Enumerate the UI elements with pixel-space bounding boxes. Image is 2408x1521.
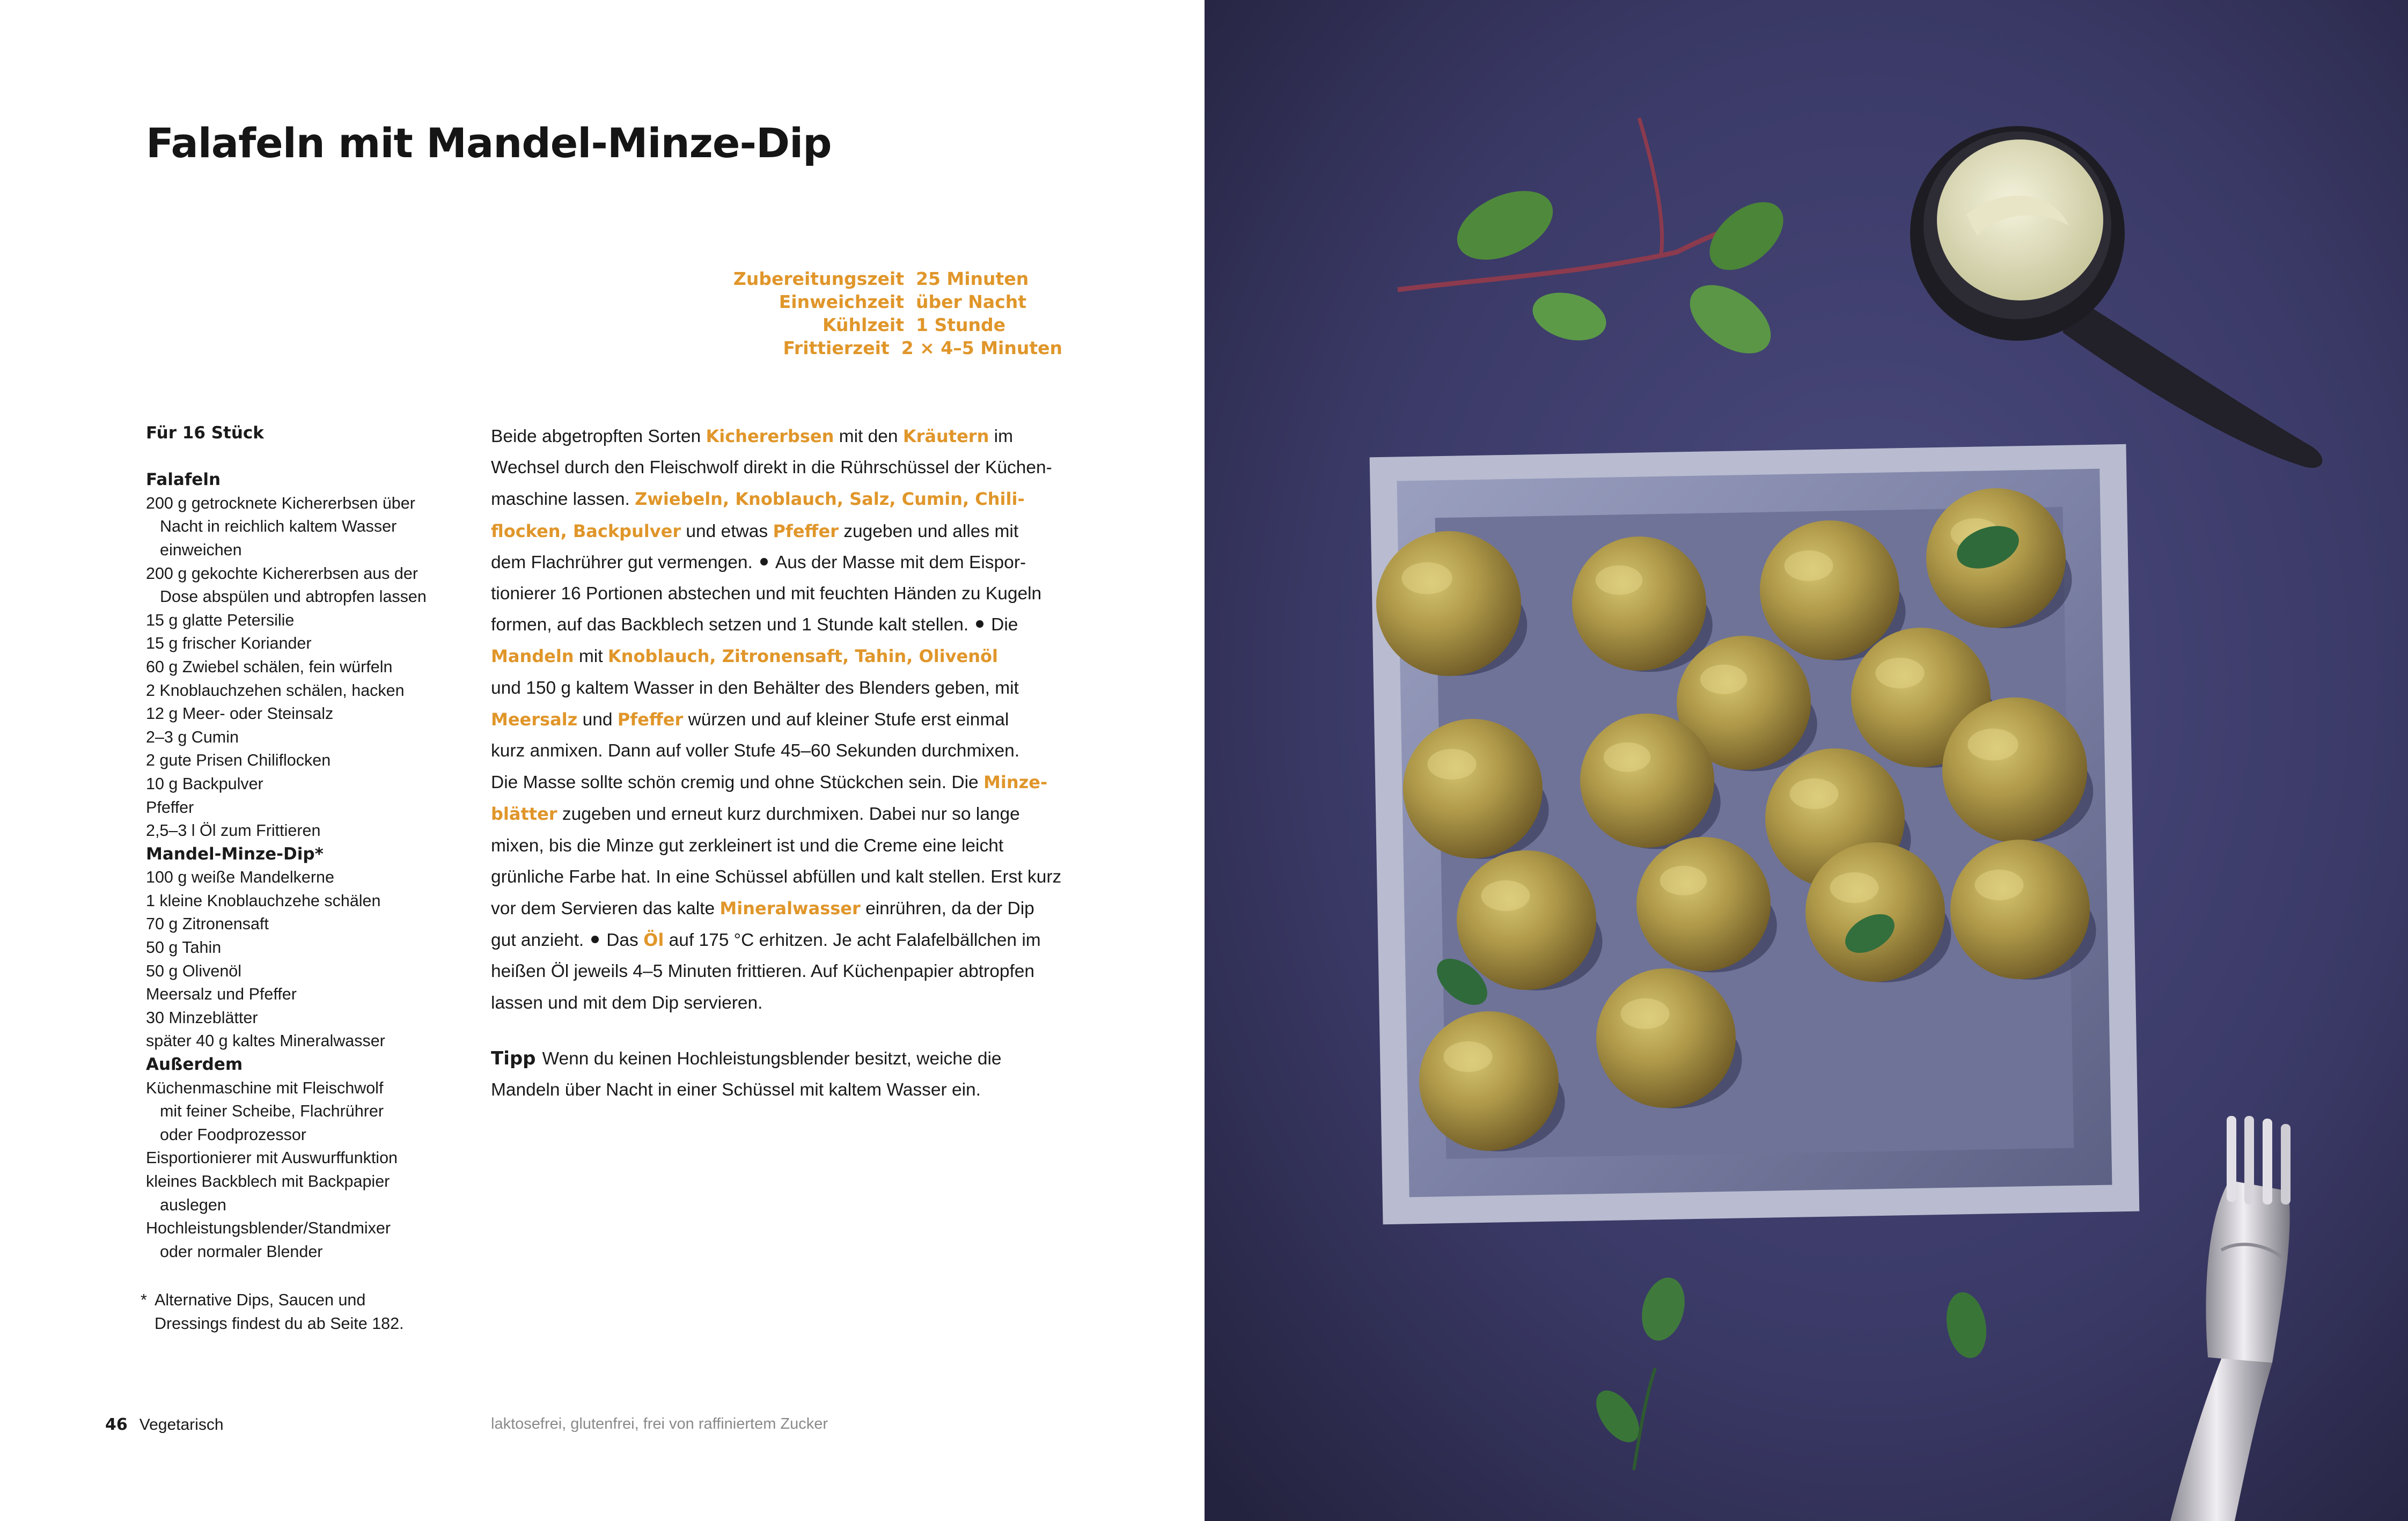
method-text-segment: dem Flachrührer gut vermengen. <box>491 552 753 572</box>
ingredient-line: 200 g getrocknete Kichererbsen über <box>146 494 415 512</box>
time-row-frying <box>698 337 1062 361</box>
method-text-segment: auf 175 °C erhitzen. Je acht Falafelbällchen im <box>664 930 1041 951</box>
falafeln-heading: Falafeln <box>146 470 221 490</box>
highlighted-ingredient: Knoblauch, Zitronensaft, Tahin, Olivenöl <box>607 646 998 667</box>
yield-heading: Für 16 Stück <box>146 423 264 443</box>
step-bullet-icon <box>976 620 983 628</box>
falafel-ball <box>1403 719 1543 858</box>
ingredient-item <box>146 1077 479 1147</box>
falafel-highlight <box>1700 665 1748 694</box>
footnote-line: Dressings findest du ab Seite 182. <box>155 1314 404 1333</box>
ingredient-item <box>146 1170 479 1217</box>
method-line <box>491 578 1060 609</box>
method-line <box>491 452 1060 483</box>
ingredient-line: 1 kleine Knoblauchzehe schälen <box>146 891 381 910</box>
ingredient-item <box>146 983 479 1006</box>
highlighted-ingredient: flocken, Backpulver <box>491 520 681 541</box>
method-line <box>491 609 1060 641</box>
ingredient-continuation: einweichen <box>160 540 242 559</box>
page-number: 46 <box>105 1415 128 1434</box>
method-line <box>491 862 1060 893</box>
falafel-highlight <box>1830 872 1879 903</box>
ingredient-line: 50 g Tahin <box>146 938 222 957</box>
ingredient-item <box>146 726 479 750</box>
time-row-preparation <box>698 268 1062 291</box>
method-line <box>491 767 1060 798</box>
method-text-segment: und etwas <box>681 521 773 541</box>
time-row-soaking <box>698 291 1062 314</box>
time-label: Einweichzeit <box>779 291 904 312</box>
highlighted-ingredient: Zwiebeln, Knoblauch, Salz, Cumin, Chili- <box>635 489 1025 510</box>
ingredient-item <box>146 679 479 703</box>
diet-note: laktosefrei, glutenfrei, frei von raffiniertem Zucker <box>491 1415 828 1432</box>
ingredient-item <box>146 936 479 960</box>
method-text-segment: Beide abgetropften Sorten <box>491 427 706 446</box>
ingredient-line: Pfeffer <box>146 798 194 817</box>
ingredient-item <box>146 866 479 890</box>
ingredient-line: 15 g frischer Koriander <box>146 634 312 653</box>
highlighted-ingredient: Meersalz <box>491 709 578 730</box>
falafel-highlight <box>1967 729 2018 760</box>
highlighted-ingredient: Minze- <box>983 772 1048 793</box>
method-line <box>491 956 1060 987</box>
method-line <box>491 516 1060 547</box>
ingredient-line: 2 Knoblauchzehen schälen, hacken <box>146 681 405 700</box>
falafel-highlight <box>1481 880 1530 911</box>
time-value: 25 Minuten <box>916 268 1029 289</box>
method-text-segment: tionierer 16 Portionen abstechen und mit feuchten Händen zu Kugeln <box>491 584 1042 604</box>
method-text-segment: Das <box>606 930 644 951</box>
method-text-segment: zugeben und alles mit <box>838 521 1019 541</box>
falafel-ball <box>1636 837 1771 971</box>
falafel-highlight <box>1596 565 1643 595</box>
ingredient-item <box>146 656 479 679</box>
ingredient-continuation: oder normaler Blender <box>160 1242 323 1261</box>
ingredient-line: 60 g Zwiebel schälen, fein würfeln <box>146 657 393 676</box>
method-text-segment: formen, auf das Backblech setzen und 1 Stunde kalt stellen. <box>491 615 969 635</box>
ingredient-continuation: Nacht in reichlich kaltem Wasser <box>160 517 397 536</box>
highlighted-ingredient: Pfeffer <box>617 709 684 730</box>
dip-heading: Mandel-Minze-Dip* <box>146 844 324 864</box>
ingredient-line: Eisportionierer mit Auswurffunktion <box>146 1149 398 1167</box>
method-line <box>491 673 1060 704</box>
method-line <box>491 893 1060 924</box>
ingredient-item <box>146 492 479 562</box>
highlighted-ingredient: blätter <box>491 804 557 825</box>
ingredient-continuation: mit feiner Scheibe, Flachrührer <box>160 1102 384 1121</box>
method-text-segment: mixen, bis die Minze gut zerkleinert ist und die Creme eine leicht <box>491 835 1004 856</box>
method-text-segment: mit <box>574 646 608 667</box>
highlighted-ingredient: Mandeln <box>491 646 574 667</box>
time-label: Zubereitungszeit <box>733 268 904 289</box>
falafel-ball <box>1760 520 1899 660</box>
tip-line: Mandeln über Nacht in einer Schüssel mit kaltem Wasser ein. <box>491 1080 981 1100</box>
ingredient-item <box>146 1147 479 1170</box>
ingredient-item <box>146 819 479 843</box>
tip-box <box>491 1043 1060 1106</box>
falafel-ball <box>1572 537 1706 671</box>
time-value: über Nacht <box>916 291 1026 312</box>
ingredient-item <box>146 773 479 796</box>
method-text-segment: maschine lassen. <box>491 489 635 510</box>
ingredient-line: 12 g Meer- oder Steinsalz <box>146 704 334 723</box>
ingredient-item <box>146 609 479 633</box>
ingredient-line: 15 g glatte Petersilie <box>146 611 295 629</box>
equipment-list <box>146 1077 479 1264</box>
highlighted-ingredient: Kräutern <box>902 426 989 446</box>
falafel-ball <box>1950 840 2090 979</box>
ingredient-line: 30 Minzeblätter <box>146 1008 258 1027</box>
highlighted-ingredient: Öl <box>643 930 664 951</box>
falafel-ball <box>1457 850 1596 990</box>
method-text-segment: und <box>577 709 618 730</box>
equipment-heading: Außerdem <box>146 1055 243 1075</box>
falafel-highlight <box>1604 743 1651 772</box>
method-text-segment: lassen und mit dem Dip servieren. <box>491 993 763 1013</box>
method-text-segment: Wechsel durch den Fleischwolf direkt in die Rührschüssel der Küchen- <box>491 458 1052 478</box>
highlighted-ingredient: Pfeffer <box>773 520 839 541</box>
method-text-segment: und 150 g kaltem Wasser in den Behälter des Blenders geben, mit <box>491 678 1019 698</box>
ingredient-item <box>146 913 479 936</box>
ingredient-item <box>146 1217 479 1263</box>
falafel-highlight <box>1401 562 1452 594</box>
method-text <box>491 421 1060 1019</box>
falafel-highlight <box>1785 550 1833 581</box>
ingredient-line: 200 g gekochte Kichererbsen aus der <box>146 564 418 583</box>
method-line <box>491 483 1060 515</box>
method-text-segment: heißen Öl jeweils 4–5 Minuten frittieren. Auf Küchenpapier abtropfen <box>491 961 1035 982</box>
time-row-cooling <box>698 314 1062 337</box>
recipe-title: Falafeln mit Mandel-Minze-Dip <box>146 119 832 167</box>
ingredient-item <box>146 890 479 913</box>
falafel-ball <box>1596 968 1736 1108</box>
ingredient-continuation: Dose abspülen und abtropfen lassen <box>160 587 427 606</box>
falafel-highlight <box>1790 778 1839 809</box>
ingredient-item <box>146 562 479 609</box>
ingredient-line: Meersalz und Pfeffer <box>146 985 297 1004</box>
ingredient-line: 100 g weiße Mandelkerne <box>146 868 334 887</box>
falafel-highlight <box>1621 998 1670 1029</box>
falafel-ball <box>1942 697 2087 842</box>
falafel-ball <box>1376 531 1521 676</box>
tip-line <box>491 1043 1060 1075</box>
method-text-segment: zugeben und erneut kurz durchmixen. Dabei nur so lange <box>557 804 1020 825</box>
method-text-segment: gut anzieht. <box>491 930 584 951</box>
falafel-ball <box>1419 1011 1559 1151</box>
method-line <box>491 641 1060 672</box>
time-value: 2 × 4–5 Minuten <box>901 337 1062 358</box>
method-text-segment: kurz anmixen. Dann auf voller Stufe 45–60 Sekunden durchmixen. <box>491 741 1020 761</box>
falafel-highlight <box>1428 749 1477 780</box>
ingredient-line: 50 g Olivenöl <box>146 961 242 980</box>
ingredient-continuation: oder Foodprozessor <box>160 1125 306 1144</box>
method-line <box>491 736 1060 767</box>
ingredient-line: 2–3 g Cumin <box>146 728 239 746</box>
time-value: 1 Stunde <box>916 314 1005 335</box>
highlighted-ingredient: Mineralwasser <box>720 898 861 919</box>
falafel-ball <box>1580 714 1714 848</box>
method-text-segment: einrühren, da der Dip <box>860 899 1034 919</box>
time-label: Frittierzeit <box>783 337 890 358</box>
method-text-segment: Die <box>991 615 1018 635</box>
ingredient-line: Küchenmaschine mit Fleischwolf <box>146 1078 384 1097</box>
time-label: Kühlzeit <box>823 314 904 335</box>
falafel-ball <box>1805 842 1945 982</box>
footnote-line: Alternative Dips, Saucen und <box>155 1291 366 1309</box>
photo-illustration <box>1205 0 2408 1521</box>
ingredient-continuation: auslegen <box>160 1195 226 1214</box>
method-text-segment: Aus der Masse mit dem Eispor- <box>775 552 1026 572</box>
time-table <box>698 268 1062 361</box>
method-line <box>491 547 1060 578</box>
method-line <box>491 704 1060 736</box>
tip-text: Wenn du keinen Hochleistungsblender besitzt, weiche die <box>542 1049 1002 1069</box>
falafel-highlight <box>1876 658 1925 688</box>
ingredient-item <box>146 1030 479 1053</box>
ingredient-list <box>146 422 479 1263</box>
ingredient-item <box>146 1006 479 1030</box>
method-text-segment: mit den <box>834 427 903 446</box>
footnote <box>141 1289 404 1335</box>
ingredient-line: später 40 g kaltes Mineralwasser <box>146 1032 385 1050</box>
method-text-segment: grünliche Farbe hat. In eine Schüssel abfüllen und kalt stellen. Erst kurz <box>491 866 1062 887</box>
ingredient-line: 70 g Zitronensaft <box>146 915 269 934</box>
folio <box>105 1415 224 1434</box>
ingredient-item <box>146 632 479 656</box>
ingredient-item <box>146 749 479 773</box>
falafeln-ingredients <box>146 492 479 843</box>
section-name: Vegetarisch <box>139 1416 224 1434</box>
highlighted-ingredient: Kichererbsen <box>706 426 834 446</box>
ingredient-line: 2,5–3 l Öl zum Frittieren <box>146 821 321 840</box>
ingredient-item <box>146 960 479 983</box>
method-text-segment: würzen und auf kleiner Stufe erst einmal <box>683 709 1009 730</box>
falafel-photo <box>1205 0 2408 1521</box>
falafel-highlight <box>1975 870 2024 900</box>
method-text-segment: im <box>989 427 1014 446</box>
almond-mint-dip <box>1937 139 2103 300</box>
spacer <box>146 445 479 469</box>
method-line <box>491 831 1060 862</box>
method-line <box>491 421 1060 452</box>
ingredient-line: 10 g Backpulver <box>146 774 263 793</box>
ingredient-line: Hochleistungsblender/Standmixer <box>146 1219 391 1238</box>
ingredient-line: kleines Backblech mit Backpapier <box>146 1172 390 1191</box>
ingredient-item <box>146 702 479 726</box>
step-bullet-icon <box>591 936 599 943</box>
step-bullet-icon <box>760 558 768 565</box>
falafel-highlight <box>1660 866 1707 895</box>
tip-label: Tipp <box>491 1048 536 1069</box>
ingredient-line: 2 gute Prisen Chiliflocken <box>146 751 331 770</box>
falafel-highlight <box>1444 1041 1493 1072</box>
method-line <box>491 798 1060 830</box>
method-text-segment: Die Masse sollte schön cremig und ohne Stückchen sein. Die <box>491 773 983 793</box>
method-text-segment: vor dem Servieren das kalte <box>491 899 720 919</box>
dip-ingredients <box>146 866 479 1053</box>
ingredient-item <box>146 796 479 820</box>
method-line <box>491 924 1060 956</box>
footnote-marker: * <box>141 1291 147 1309</box>
method-line <box>491 988 1060 1019</box>
